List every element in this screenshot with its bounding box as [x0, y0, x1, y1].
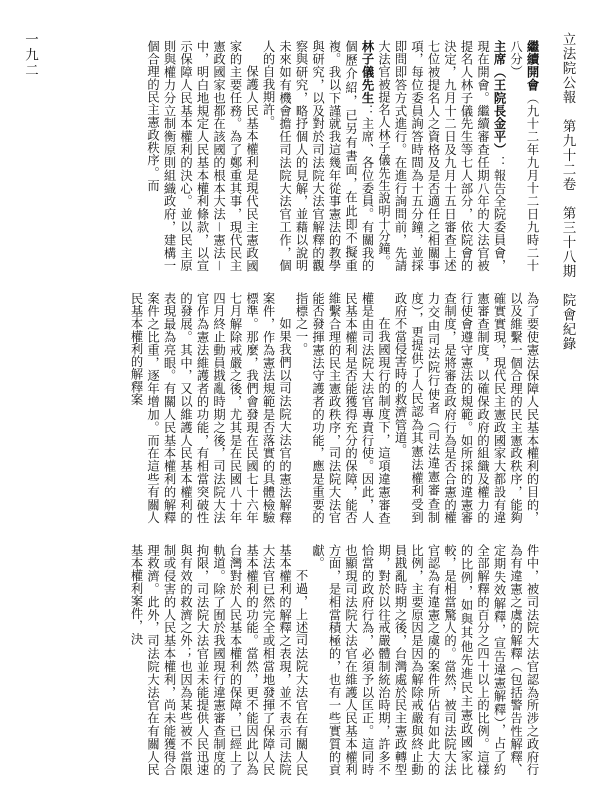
text-tier-top [40, 40, 540, 272]
paragraph: 件中，被司法院大法官認為所涉之政府行為有違憲之虞的解釋（包括警告性解釋、定期失效解釋，宣告違憲解釋），占了約全部解釋的百分之四十以上的比例。這樣的比例，如與其他先進民主憲政國家比較，是相當驚人的。當然，被司法院大法官認為有違憲之虞的案件所佔有如此大的比例，主要原因是因為解除戒嚴與終止動員戡亂時期之後，台灣處於民主憲政轉型期，對於以往戒嚴體制統治時期，許多不恰當的政府行為，必須予以匡正。這同時也顯現司法院大法官在維護人民基本權利方面，是相當積極的，也有一些實質的貢獻。 [310, 544, 539, 776]
running-header: 立法院公報 第九十二卷 第三十八期 院會紀錄 [559, 32, 576, 351]
page-number: 一九二 [22, 32, 38, 79]
chair-speech: ：報告全院委員會，現在開會。繼續審查任期八年的大法官被提名人林子儀先生等七人部分，依院會的決定，九月十二日及九月十五日審查上述七位被提名人之資格及是否適任之相關事項，每位委員詢答時間為十五分鐘，並採即問即答方式進行。在進行詢問前，先請大法官被提名人林子儀先生說明十分鐘。 [376, 40, 506, 272]
text-tier-bottom [40, 544, 540, 776]
paragraph: 為了要使憲法保障人民基本權利的目的，以及維繫一個合理的民主憲政秩序，能夠確實實現，現代民主憲政國家大都設有違憲審查制度，以確保政府的組織及權力的行使會遵守憲法的規範。如所採的違憲審查制度，是將審查政府行為是否合憲的權力交由司法院行使者（司法違憲審查制度），更提供了人民認為其憲法權利受到政府不當侵害時的救濟管道。 [393, 292, 539, 524]
chair-label: 主席（王院長金平） [492, 40, 507, 157]
nominee-remarks [260, 40, 376, 272]
nominee-speech-1: ：主席、各位委員。有關我的個歷介紹，已另有書面，在此即不擬重複。我以下謹就我這幾年從事憲法的教學與研究，以及對於司法院大法官解釋的觀察與研究，略抒個人的見解，並藉以說明未來如有機會擔任司法院大法官工作，個人的自我期許。 [261, 40, 374, 272]
nominee-paragraph: 保護人民基本權利是現代民主憲政國家的主要任務。為了鄭重其事，現代民主憲政國家也都在該國的根本大法－憲法－中，明白地規定人民基本權利條款，以宣示保障人民基本權利的決心。並以民主原則與權力分立制衡原則組織政府，建構一個合理的民主憲政秩序。而 [145, 40, 259, 272]
chair-remarks [375, 40, 507, 272]
session-resumption [507, 40, 540, 272]
session-heading: 繼續開會 [525, 40, 540, 92]
text-tier-middle [40, 292, 540, 524]
paragraph: 在我國現行的制度下，這項違憲審查權是由司法院大法官專責行使。因此，人民基本權利是否能獲得充分的保障，能否維繫合理的民主憲政秩序，司法院大法官能否發揮憲法守護者的功能，應是重要的指標之一。 [294, 292, 391, 524]
paragraph: 如果我們以司法院大法官的憲法解釋案件，作為憲法規範是否落實的具體檢驗標準。那麼，我們會發現在民國七十六年七月解除戒嚴之後，尤其是在民國八十年四月終止動員戡亂時期之後，司法院大法官作為憲法維護者的功能，有相當突破性的發展。其中，又以維護人民基本權利的表現最為亮眼。有關人民基本權利的解釋案件之比重，逐年增加。而在這些有關人民基本權利的解釋案 [129, 292, 292, 524]
paragraph: 不過，上述司法院大法官在有關人民基本權利的解釋之表現，並不表示司法院大法官已然完全或相當地發揮了保障人民基本權利的功能。當然，更不能因此以為台灣對於人民基本權利的保障，已經上了軌道。除了囿於我國現行違憲審查制度的拘限，司法院大法官並未能提供人民迅速與有效的救濟之外；也因為某些被不當限制或侵害的人民基本權利，尚未能獲得合理救濟。此外，司法院大法官在有關人民基本權利案件，決 [129, 544, 308, 776]
session-time: （九十二年九月十二日九時二十八分） [508, 40, 539, 272]
nominee-label: 林子儀先生 [360, 40, 375, 105]
